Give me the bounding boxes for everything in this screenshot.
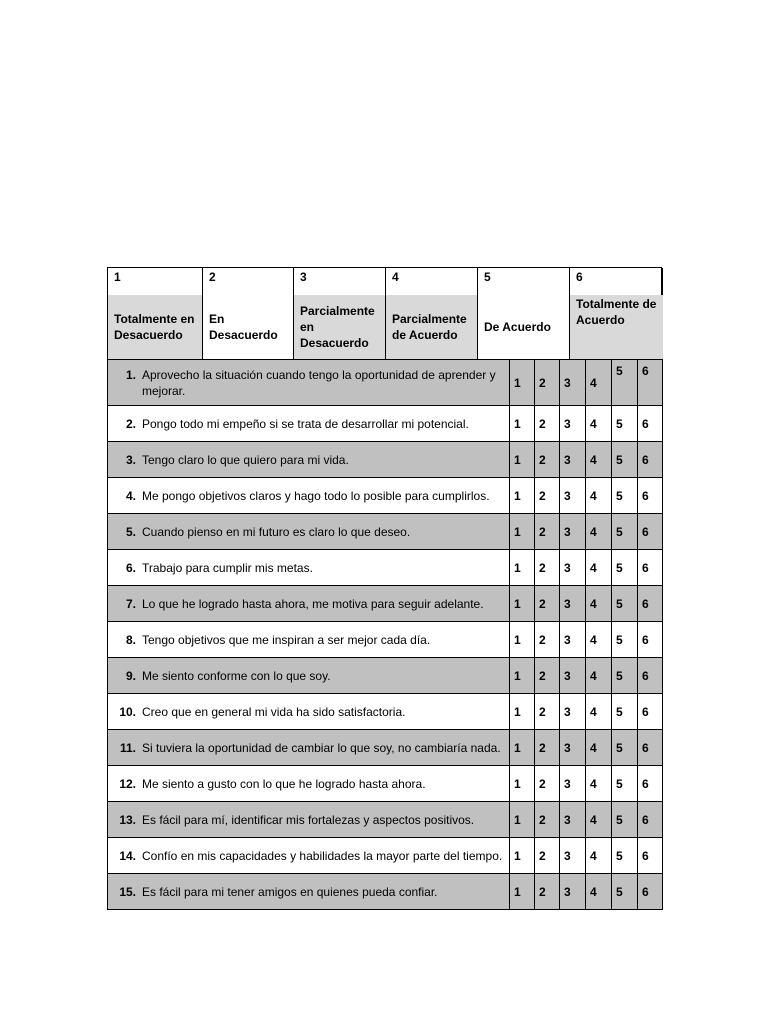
- item-row: [108, 442, 663, 478]
- item-statement: [112, 596, 505, 612]
- rating-option-6[interactable]: 6: [638, 622, 663, 658]
- rating-option-4[interactable]: 4: [586, 442, 612, 478]
- rating-option-6[interactable]: 6: [638, 874, 663, 910]
- rating-option-5[interactable]: 5: [612, 622, 638, 658]
- rating-option-2[interactable]: 2: [535, 406, 560, 442]
- scale-label-2: En Desacuerdo: [203, 295, 294, 359]
- item-number: 8.: [125, 632, 136, 647]
- item-number: 3.: [125, 452, 136, 467]
- rating-option-6[interactable]: 6: [638, 586, 663, 622]
- rating-option-5[interactable]: 5: [612, 658, 638, 694]
- rating-option-1[interactable]: 1: [510, 586, 535, 622]
- rating-option-1[interactable]: 1: [510, 658, 535, 694]
- scale-label-6: Totalmente de Acuerdo: [570, 295, 663, 359]
- rating-option-5[interactable]: 5: [612, 478, 638, 514]
- rating-option-5[interactable]: 5: [612, 802, 638, 838]
- item-statement: [112, 367, 505, 399]
- rating-option-1[interactable]: 1: [510, 360, 535, 406]
- rating-option-6[interactable]: 6: [638, 360, 663, 406]
- rating-option-2[interactable]: 2: [535, 802, 560, 838]
- rating-option-6[interactable]: 6: [638, 478, 663, 514]
- rating-option-5[interactable]: 5: [612, 406, 638, 442]
- item-number: 13.: [119, 812, 136, 827]
- rating-option-4[interactable]: 4: [586, 658, 612, 694]
- item-number: 12.: [119, 776, 136, 791]
- item-text: Confío en mis capacidades y habilidades la mayor parte del tiempo.: [142, 848, 503, 863]
- rating-option-2[interactable]: 2: [535, 838, 560, 874]
- item-statement-cell: [108, 658, 510, 694]
- items-table: [107, 359, 663, 910]
- item-statement-cell: [108, 838, 510, 874]
- item-text: Pongo todo mi empeño si se trata de desarrollar mi potencial.: [142, 416, 469, 431]
- rating-option-2[interactable]: 2: [535, 694, 560, 730]
- rating-option-4[interactable]: 4: [586, 406, 612, 442]
- rating-option-2[interactable]: 2: [535, 622, 560, 658]
- item-text: Me pongo objetivos claros y hago todo lo posible para cumplirlos.: [142, 488, 490, 503]
- item-text: Me siento a gusto con lo que he logrado hasta ahora.: [142, 776, 426, 791]
- item-statement-cell: [108, 622, 510, 658]
- scale-number-1: 1: [108, 268, 203, 295]
- item-row: [108, 694, 663, 730]
- rating-option-3[interactable]: 3: [560, 622, 586, 658]
- rating-option-2[interactable]: 2: [535, 874, 560, 910]
- item-statement-cell: [108, 730, 510, 766]
- rating-option-5[interactable]: 5: [612, 874, 638, 910]
- rating-option-3[interactable]: 3: [560, 360, 586, 406]
- rating-option-2[interactable]: 2: [535, 514, 560, 550]
- rating-option-4[interactable]: 4: [586, 730, 612, 766]
- item-statement-cell: [108, 802, 510, 838]
- item-row: [108, 514, 663, 550]
- rating-option-1[interactable]: 1: [510, 442, 535, 478]
- item-number: 7.: [125, 596, 136, 611]
- item-number: 11.: [119, 740, 136, 755]
- rating-option-4[interactable]: 4: [586, 838, 612, 874]
- rating-option-6[interactable]: 6: [638, 550, 663, 586]
- rating-option-3[interactable]: 3: [560, 658, 586, 694]
- rating-option-2[interactable]: 2: [535, 442, 560, 478]
- item-text: Tengo claro lo que quiero para mi vida.: [142, 452, 349, 467]
- item-statement: [112, 632, 505, 648]
- rating-option-3[interactable]: 3: [560, 802, 586, 838]
- item-row: [108, 406, 663, 442]
- scale-label-1: Totalmente en Desacuerdo: [108, 295, 203, 359]
- rating-option-1[interactable]: 1: [510, 478, 535, 514]
- rating-option-1[interactable]: 1: [510, 622, 535, 658]
- rating-option-5[interactable]: 5: [612, 360, 638, 406]
- item-statement: [112, 704, 505, 720]
- item-row: [108, 802, 663, 838]
- item-row: [108, 730, 663, 766]
- item-statement: [112, 452, 505, 468]
- item-statement-cell: [108, 478, 510, 514]
- item-row: [108, 838, 663, 874]
- item-text: Es fácil para mí, identificar mis fortalezas y aspectos positivos.: [142, 812, 475, 827]
- rating-option-2[interactable]: 2: [535, 766, 560, 802]
- item-text: Si tuviera la oportunidad de cambiar lo que soy, no cambiaría nada.: [142, 740, 501, 755]
- rating-option-5[interactable]: 5: [612, 514, 638, 550]
- scale-label-4: Parcialmente de Acuerdo: [386, 295, 478, 359]
- rating-option-1[interactable]: 1: [510, 514, 535, 550]
- item-number: 4.: [125, 488, 136, 503]
- rating-option-1[interactable]: 1: [510, 406, 535, 442]
- rating-option-1[interactable]: 1: [510, 874, 535, 910]
- item-number: 10.: [119, 704, 136, 719]
- rating-option-2[interactable]: 2: [535, 550, 560, 586]
- item-statement-cell: [108, 766, 510, 802]
- rating-option-3[interactable]: 3: [560, 406, 586, 442]
- rating-option-1[interactable]: 1: [510, 838, 535, 874]
- item-number: 2.: [125, 416, 136, 431]
- item-statement-cell: [108, 550, 510, 586]
- rating-option-5[interactable]: 5: [612, 838, 638, 874]
- item-text: Cuando pienso en mi futuro es claro lo que deseo.: [142, 524, 411, 539]
- rating-option-4[interactable]: 4: [586, 802, 612, 838]
- rating-option-1[interactable]: 1: [510, 766, 535, 802]
- item-statement-cell: [108, 442, 510, 478]
- scale-number-6: 6: [570, 268, 663, 295]
- item-statement-cell: [108, 874, 510, 910]
- item-statement: [112, 524, 505, 540]
- rating-option-2[interactable]: 2: [535, 360, 560, 406]
- scale-number-2: 2: [203, 268, 294, 295]
- rating-option-3[interactable]: 3: [560, 550, 586, 586]
- item-row: [108, 874, 663, 910]
- item-text: Me siento conforme con lo que soy.: [142, 668, 331, 683]
- item-statement: [112, 848, 505, 864]
- item-statement: [112, 776, 505, 792]
- rating-option-6[interactable]: 6: [638, 838, 663, 874]
- rating-option-1[interactable]: 1: [510, 550, 535, 586]
- rating-option-5[interactable]: 5: [612, 550, 638, 586]
- item-number: 1.: [125, 367, 136, 382]
- rating-option-3[interactable]: 3: [560, 874, 586, 910]
- rating-option-2[interactable]: 2: [535, 586, 560, 622]
- rating-option-3[interactable]: 3: [560, 586, 586, 622]
- rating-option-3[interactable]: 3: [560, 514, 586, 550]
- item-row: [108, 586, 663, 622]
- rating-option-4[interactable]: 4: [586, 586, 612, 622]
- item-row: [108, 360, 663, 406]
- rating-option-4[interactable]: 4: [586, 874, 612, 910]
- rating-option-5[interactable]: 5: [612, 766, 638, 802]
- item-statement-cell: [108, 694, 510, 730]
- rating-option-5[interactable]: 5: [612, 442, 638, 478]
- item-statement-cell: [108, 360, 510, 406]
- rating-option-5[interactable]: 5: [612, 586, 638, 622]
- rating-option-2[interactable]: 2: [535, 658, 560, 694]
- item-number: 6.: [125, 560, 136, 575]
- rating-option-1[interactable]: 1: [510, 694, 535, 730]
- questionnaire: [107, 267, 662, 910]
- item-row: [108, 658, 663, 694]
- rating-option-6[interactable]: 6: [638, 406, 663, 442]
- rating-option-6[interactable]: 6: [638, 766, 663, 802]
- item-statement-cell: [108, 514, 510, 550]
- rating-option-3[interactable]: 3: [560, 766, 586, 802]
- item-statement-cell: [108, 406, 510, 442]
- scale-label-3: Parcialmente en Desacuerdo: [294, 295, 386, 359]
- rating-option-3[interactable]: 3: [560, 694, 586, 730]
- rating-option-6[interactable]: 6: [638, 730, 663, 766]
- rating-option-5[interactable]: 5: [612, 730, 638, 766]
- rating-option-4[interactable]: 4: [586, 514, 612, 550]
- rating-option-1[interactable]: 1: [510, 730, 535, 766]
- item-text: Creo que en general mi vida ha sido satisfactoria.: [142, 704, 406, 719]
- rating-option-3[interactable]: 3: [560, 730, 586, 766]
- rating-option-6[interactable]: 6: [638, 514, 663, 550]
- rating-option-6[interactable]: 6: [638, 802, 663, 838]
- item-text: Es fácil para mi tener amigos en quienes pueda confiar.: [142, 884, 438, 899]
- rating-option-6[interactable]: 6: [638, 694, 663, 730]
- rating-option-4[interactable]: 4: [586, 550, 612, 586]
- scale-number-5: 5: [478, 268, 570, 295]
- item-row: [108, 478, 663, 514]
- scale-number-4: 4: [386, 268, 478, 295]
- rating-option-5[interactable]: 5: [612, 694, 638, 730]
- item-statement: [112, 812, 505, 828]
- rating-option-6[interactable]: 6: [638, 658, 663, 694]
- item-number: 15.: [119, 884, 136, 899]
- scale-number-3: 3: [294, 268, 386, 295]
- rating-option-4[interactable]: 4: [586, 622, 612, 658]
- item-number: 9.: [125, 668, 136, 683]
- item-statement: [112, 416, 505, 432]
- item-statement: [112, 668, 505, 684]
- rating-option-4[interactable]: 4: [586, 478, 612, 514]
- rating-option-4[interactable]: 4: [586, 766, 612, 802]
- item-text: Aprovecho la situación cuando tengo la oportunidad de aprender y mejorar.: [142, 367, 496, 398]
- rating-option-4[interactable]: 4: [586, 360, 612, 406]
- item-number: 14.: [119, 848, 136, 863]
- rating-option-3[interactable]: 3: [560, 838, 586, 874]
- rating-option-6[interactable]: 6: [638, 442, 663, 478]
- item-text: Trabajo para cumplir mis metas.: [142, 560, 313, 575]
- rating-option-3[interactable]: 3: [560, 478, 586, 514]
- item-statement: [112, 884, 505, 900]
- item-number: 5.: [125, 524, 136, 539]
- item-statement: [112, 488, 505, 504]
- item-statement: [112, 560, 505, 576]
- item-text: Tengo objetivos que me inspiran a ser mejor cada día.: [142, 632, 431, 647]
- rating-option-1[interactable]: 1: [510, 802, 535, 838]
- item-row: [108, 550, 663, 586]
- rating-option-3[interactable]: 3: [560, 442, 586, 478]
- item-row: [108, 622, 663, 658]
- rating-option-2[interactable]: 2: [535, 478, 560, 514]
- item-statement-cell: [108, 586, 510, 622]
- scale-header: [107, 267, 662, 359]
- scale-label-5: De Acuerdo: [478, 295, 570, 359]
- rating-option-4[interactable]: 4: [586, 694, 612, 730]
- item-statement: [112, 740, 505, 756]
- item-text: Lo que he logrado hasta ahora, me motiva para seguir adelante.: [142, 596, 484, 611]
- rating-option-2[interactable]: 2: [535, 730, 560, 766]
- item-row: [108, 766, 663, 802]
